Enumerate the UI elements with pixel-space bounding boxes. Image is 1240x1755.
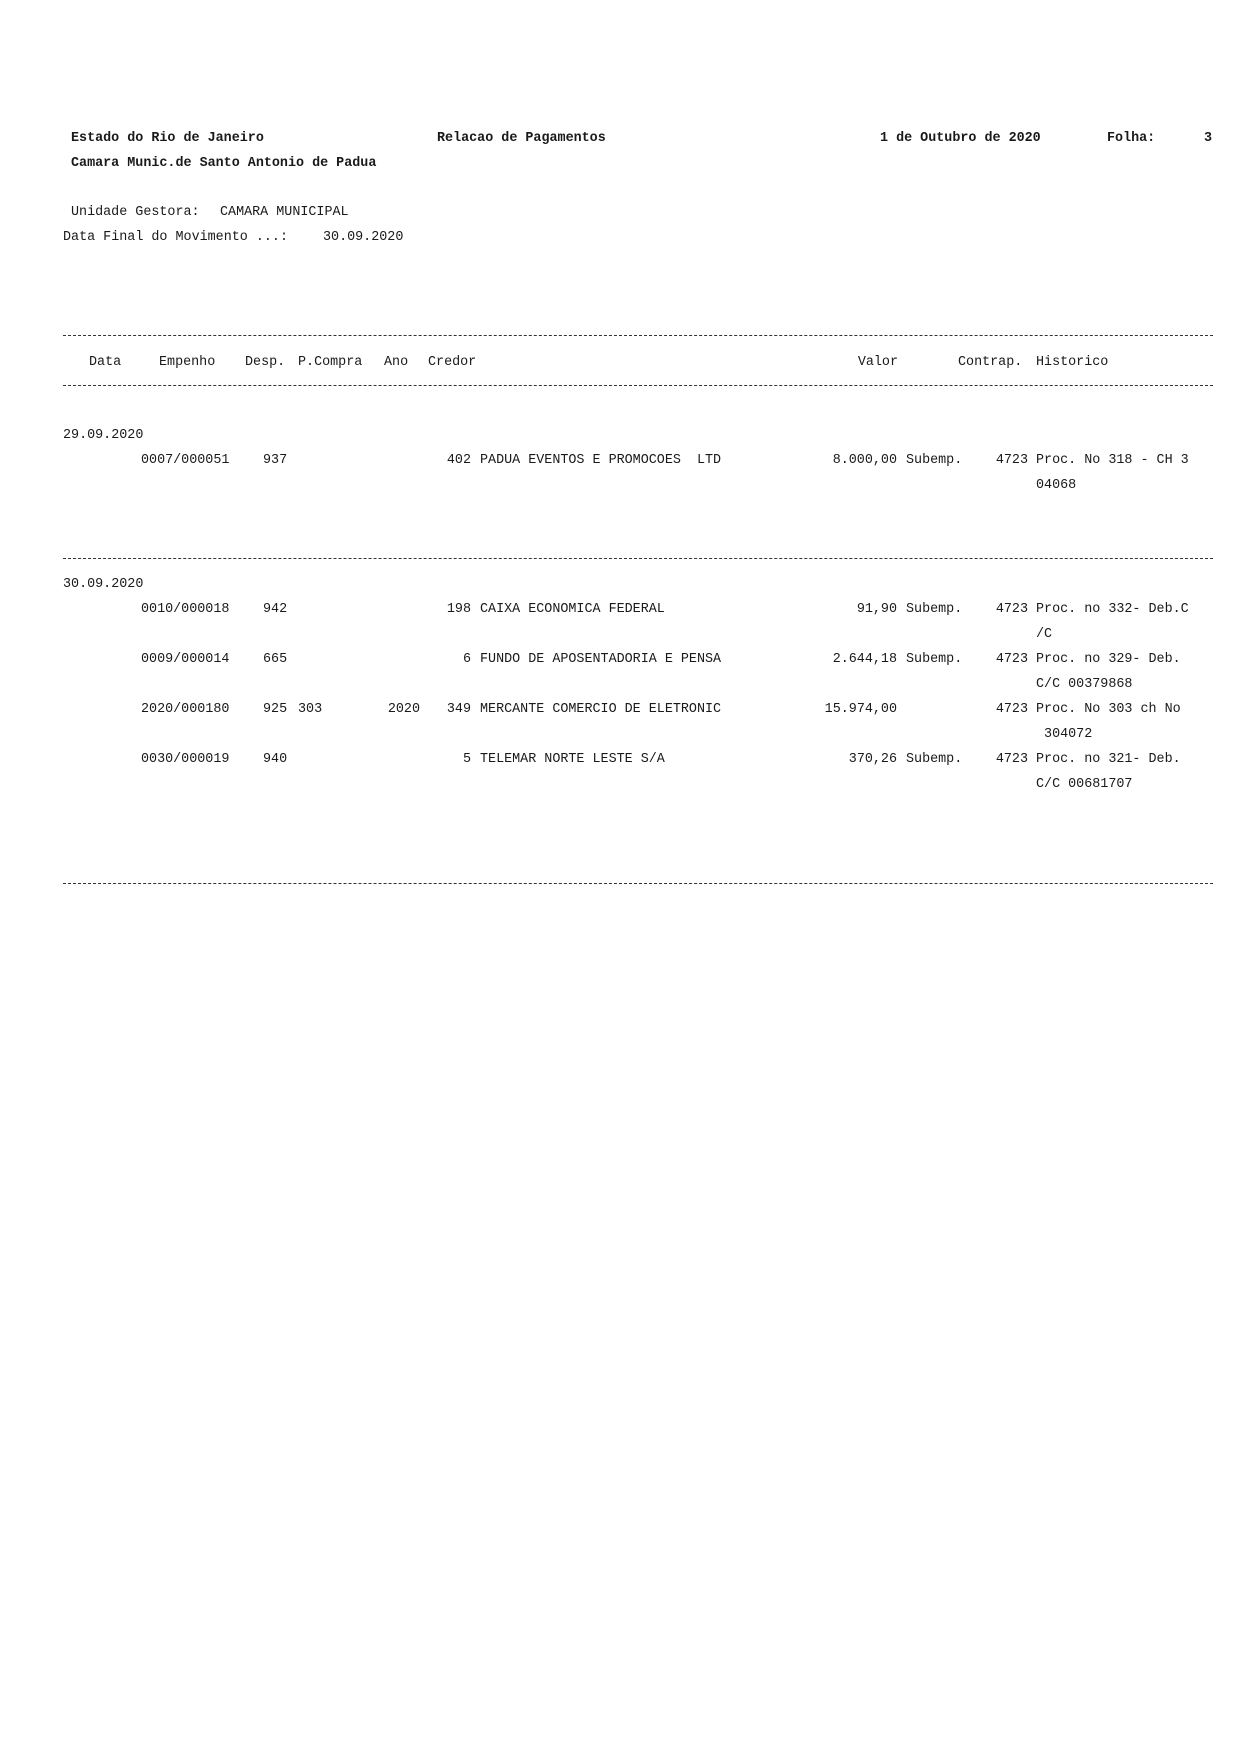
row-credor-name: PADUA EVENTOS E PROMOCOES LTD bbox=[480, 453, 722, 468]
row-historico-line1: Proc. No 318 - CH 3 bbox=[1036, 453, 1189, 468]
row-contrap-code: 4723 bbox=[995, 652, 1028, 667]
sheet-label: Folha: bbox=[1107, 131, 1156, 146]
row-historico-line2: 304072 bbox=[1036, 727, 1093, 742]
col-desp: Desp. bbox=[245, 355, 286, 370]
col-ano: Ano bbox=[384, 355, 409, 370]
row-credor-code: 5 bbox=[462, 752, 471, 767]
final-date-value: 30.09.2020 bbox=[323, 230, 404, 245]
report-title: Relacao de Pagamentos bbox=[437, 131, 606, 146]
row-desp: 937 bbox=[263, 453, 288, 468]
row-desp: 925 bbox=[263, 702, 288, 717]
row-desp: 942 bbox=[263, 602, 288, 617]
row-contrap: Subemp. bbox=[906, 752, 963, 767]
row-contrap-code: 4723 bbox=[995, 602, 1028, 617]
row-historico-line2: 04068 bbox=[1036, 478, 1077, 493]
col-empenho: Empenho bbox=[159, 355, 216, 370]
row-empenho: 0009/000014 bbox=[141, 652, 230, 667]
row-empenho: 0030/000019 bbox=[141, 752, 230, 767]
group-separator-rule bbox=[63, 558, 1213, 559]
unit-label: Unidade Gestora: bbox=[71, 205, 200, 220]
row-desp: 940 bbox=[263, 752, 288, 767]
row-historico-line1: Proc. no 332- Deb.C bbox=[1036, 602, 1189, 617]
col-credor: Credor bbox=[428, 355, 477, 370]
row-historico-line1: Proc. no 321- Deb. bbox=[1036, 752, 1181, 767]
row-credor-code: 402 bbox=[446, 453, 471, 468]
row-credor-code: 198 bbox=[446, 602, 471, 617]
col-contrap: Contrap. bbox=[958, 355, 1023, 370]
row-contrap-code: 4723 bbox=[995, 453, 1028, 468]
state-name: Estado do Rio de Janeiro bbox=[71, 131, 264, 146]
row-historico-line1: Proc. no 329- Deb. bbox=[1036, 652, 1181, 667]
col-historico: Historico bbox=[1036, 355, 1109, 370]
group-date: 29.09.2020 bbox=[63, 428, 144, 443]
row-empenho: 0007/000051 bbox=[141, 453, 230, 468]
unit-value: CAMARA MUNICIPAL bbox=[220, 205, 349, 220]
row-valor: 91,90 bbox=[856, 602, 897, 617]
row-credor-name: FUNDO DE APOSENTADORIA E PENSA bbox=[480, 652, 722, 667]
col-valor: Valor bbox=[857, 355, 898, 370]
row-historico-line2: C/C 00379868 bbox=[1036, 677, 1133, 692]
row-credor-code: 6 bbox=[462, 652, 471, 667]
row-credor-name: CAIXA ECONOMICA FEDERAL bbox=[480, 602, 665, 617]
row-historico-line2: /C bbox=[1036, 627, 1053, 642]
final-date-label: Data Final do Movimento ...: bbox=[63, 230, 288, 245]
row-credor-code: 349 bbox=[446, 702, 471, 717]
col-pcompra: P.Compra bbox=[298, 355, 363, 370]
row-contrap-code: 4723 bbox=[995, 702, 1028, 717]
table-header-top-rule bbox=[63, 335, 1213, 336]
row-ano: 2020 bbox=[387, 702, 420, 717]
row-contrap: Subemp. bbox=[906, 652, 963, 667]
row-valor: 2.644,18 bbox=[832, 652, 897, 667]
sheet-number: 3 bbox=[1203, 131, 1212, 146]
row-valor: 370,26 bbox=[848, 752, 897, 767]
col-data: Data bbox=[89, 355, 122, 370]
row-valor: 15.974,00 bbox=[824, 702, 897, 717]
row-historico-line2: C/C 00681707 bbox=[1036, 777, 1133, 792]
table-header-bottom-rule bbox=[63, 385, 1213, 386]
group-date: 30.09.2020 bbox=[63, 577, 144, 592]
row-credor-name: MERCANTE COMERCIO DE ELETRONIC bbox=[480, 702, 722, 717]
row-contrap-code: 4723 bbox=[995, 752, 1028, 767]
row-historico-line1: Proc. No 303 ch No bbox=[1036, 702, 1181, 717]
row-contrap: Subemp. bbox=[906, 453, 963, 468]
row-empenho: 2020/000180 bbox=[141, 702, 230, 717]
row-pcompra: 303 bbox=[298, 702, 323, 717]
row-desp: 665 bbox=[263, 652, 288, 667]
table-end-rule bbox=[63, 883, 1213, 884]
row-empenho: 0010/000018 bbox=[141, 602, 230, 617]
row-contrap: Subemp. bbox=[906, 602, 963, 617]
report-date: 1 de Outubro de 2020 bbox=[880, 131, 1041, 146]
row-valor: 8.000,00 bbox=[832, 453, 897, 468]
row-credor-name: TELEMAR NORTE LESTE S/A bbox=[480, 752, 665, 767]
entity-name: Camara Munic.de Santo Antonio de Padua bbox=[71, 156, 377, 171]
